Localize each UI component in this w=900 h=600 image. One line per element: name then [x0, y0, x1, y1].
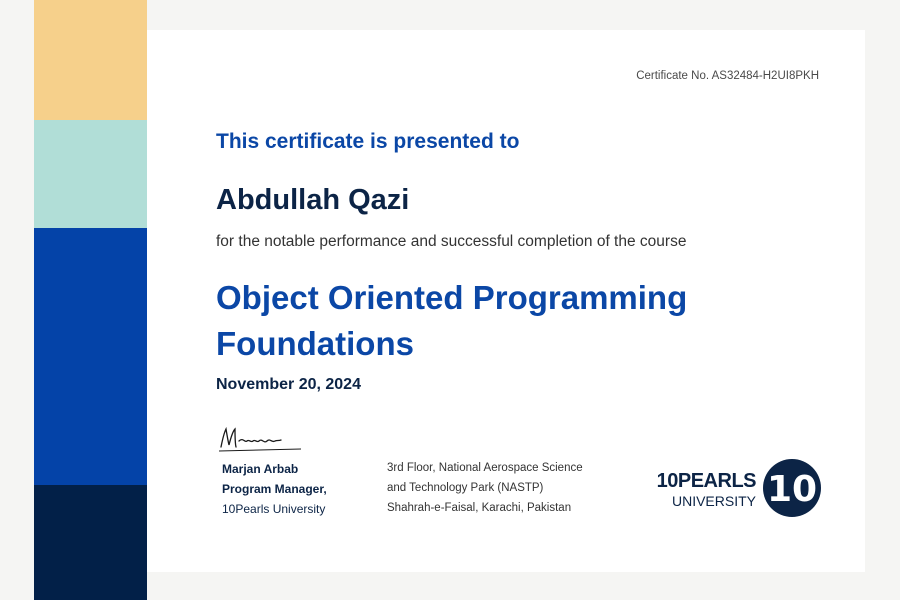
course-title	[216, 275, 816, 367]
address-line3: Shahrah-e-Faisal, Karachi, Pakistan	[387, 502, 572, 514]
stripe-yellow	[34, 0, 147, 120]
stripe-blue	[34, 228, 147, 485]
completion-date: November 20, 2024	[216, 376, 361, 393]
10pearls-university-logo	[642, 456, 822, 520]
logo-line2: UNIVERSITY	[671, 493, 756, 509]
course-title-line2: Foundations	[216, 325, 414, 362]
decorative-stripes	[34, 0, 147, 600]
recipient-name: Abdullah Qazi	[216, 184, 410, 216]
address-block	[387, 458, 583, 518]
stripe-navy	[34, 485, 147, 600]
certificate-card	[147, 30, 865, 572]
signatory-name: Marjan Arbab	[222, 462, 299, 476]
certificate-number: Certificate No. AS32484-H2UI8PKH	[636, 70, 819, 82]
completion-reason: for the notable performance and successful completion of the course	[216, 233, 687, 250]
signatory-block	[222, 459, 327, 519]
course-title-line1: Object Oriented Programming	[216, 279, 688, 316]
logo-mark-icon	[762, 458, 822, 518]
signatory-organization: 10Pearls University	[222, 502, 326, 516]
logo-mark-text: 10	[766, 469, 818, 510]
signature-image	[217, 425, 307, 455]
address-line1: 3rd Floor, National Aerospace Science	[387, 462, 583, 474]
signatory-title: Program Manager,	[222, 482, 327, 496]
logo-line1: 10PEARLS	[656, 470, 756, 492]
presented-to-heading: This certificate is presented to	[216, 130, 520, 153]
address-line2: and Technology Park (NASTP)	[387, 482, 544, 494]
stripe-mint	[34, 120, 147, 228]
